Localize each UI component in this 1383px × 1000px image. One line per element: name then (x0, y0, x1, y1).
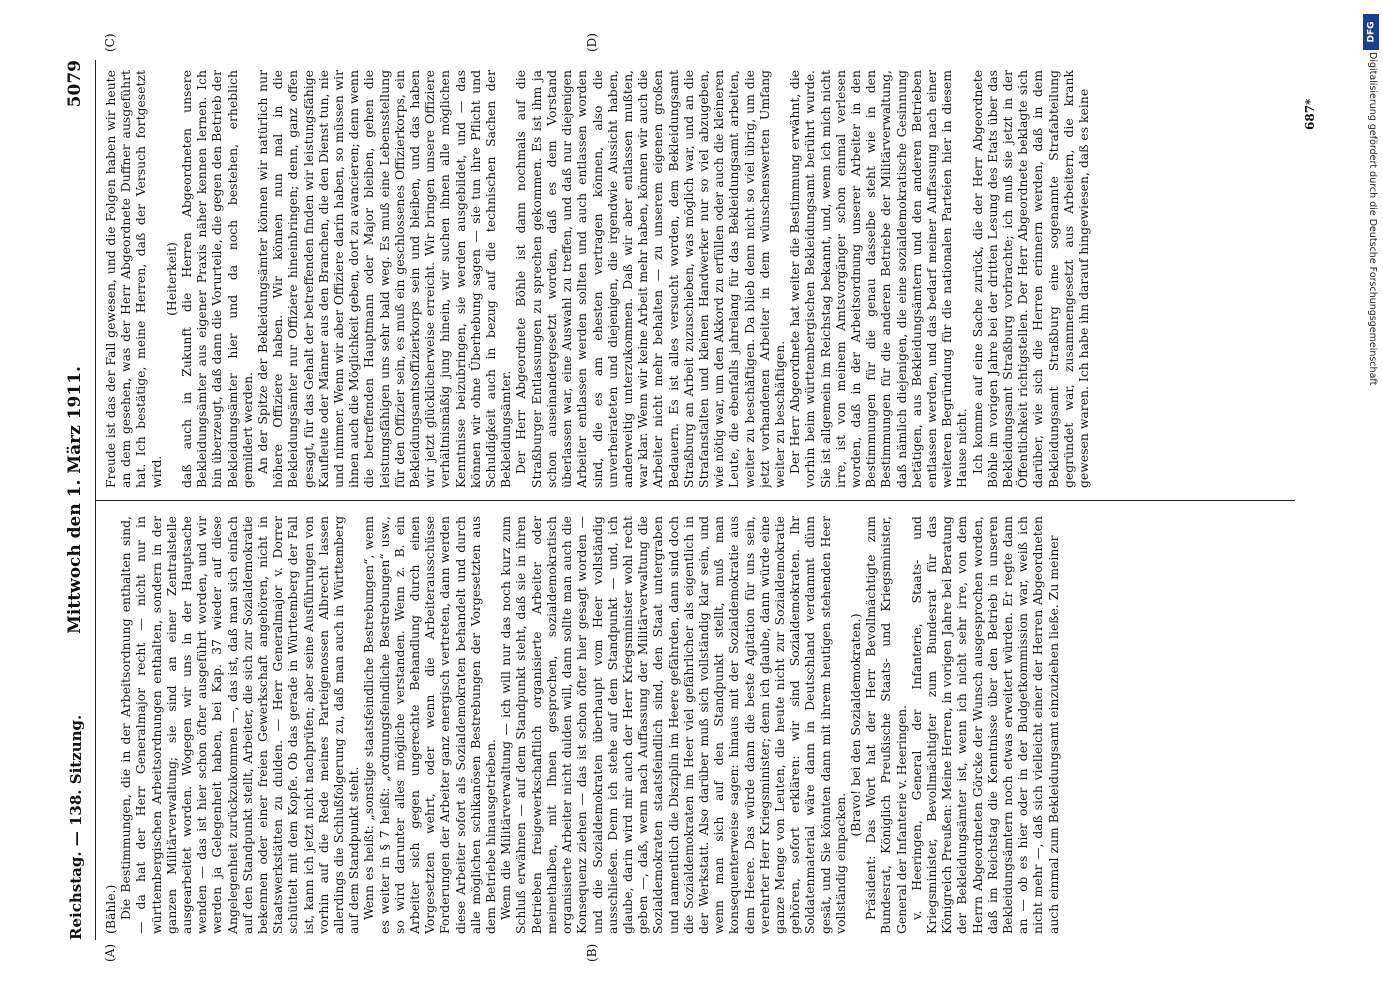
column-divider (95, 500, 1295, 501)
paragraph: Freude ist das der Fall gewesen, und die Folgen haben wir heute an dem gesehen, was der Herr Abgeordnete Duffner ausgeführt hat. Ich bestätige, meine Herren, daß der Versuch fortgesetzt wird. (103, 70, 164, 488)
header-session: Reichstag. — 138. Sitzung. (67, 714, 85, 940)
margin-mark-b: (B) (585, 943, 599, 962)
margin-mark-c: (C) (103, 33, 117, 52)
laughter-note: (Heiterkeit) (163, 242, 179, 316)
footer-signature: 687* (1303, 98, 1317, 130)
funding-credit-strip (1360, 8, 1382, 992)
paragraph: Die Bestimmungen, die in der Arbeitsordnung enthalten sind, — da hat der Herr Generalmajor recht — nicht nur in württembergischen Arbeitsordnungen enthalten, sondern in der ganzen Militärverwaltung; sie sind an einer Zentralstelle ausgearbeitet worden. Wogegen wir uns in der Hauptsache wenden — das ist hier schon öfter ausgeführt worden, und wir werden ja Gelegenheit haben, bei Kap. 37 wieder auf diese Angelegenheit zurückzukommen —, das ist, daß man sich einfach auf den Standpunkt stellt, Arbeiter, die sich zur Sozialdemokratie bekennen oder einer freien Gewerkschaft angehören, nicht in Staatswerkstätten zu dulden. — Herr Generalmajor v. Dorrer schüttelt mit dem Kopfe. Ob das gerade in Württemberg der Fall ist, kann ich jetzt nicht nachprüfen; aber seine Ausführungen von vorhin auf die Rede meines Parteigenossen Albrecht lassen allerdings die Schlußfolgerung zu, daß man auch in Württemberg auf dem Standpunkt steht. (118, 516, 362, 934)
paragraph: Wenn es heißt: „sonstige staatsfeindliche Bestrebungen“, wenn es weiter in § 7 heißt: „ordnungsfeindliche Bestrebungen“ usw., so wird darunter alles mögliche verstanden. Wenn z. B. ein Arbeiter sich gegen ungerechte Behandlung durch einen Vorgesetzten wehrt, oder wenn die Arbeiterausschüsse Forderungen der Arbeiter ganz energisch vertreten, dann werden diese Arbeiter sofort als Sozialdemokraten behandelt und durch alle möglichen schikanösen Bestrebungen der Vorgesetzten aus dem Betriebe hinausgetrieben. (361, 516, 499, 934)
paragraph: Wenn die Militärverwaltung — ich will nur das noch kurz zum Schluß erwähnen — auf dem Standpunkt steht, daß sie in ihren Betrieben freigewerkschaftlich organisierte Arbeiter oder meinethalben, mit Ihnen gesprochen, sozialdemokratisch organisierte Arbeiter nicht dulden will, dann sollte man auch die Konsequenz ziehen — das ist schon öfter hier gesagt worden — und die Sozialdemokraten überhaupt vom Heer vollständig ausschließen. Denn ich stehe auf dem Standpunkt — und, ich glaube, darin wird mir auch der Herr Kriegsminister wohl recht geben —, daß, wenn nach Auffassung der Militärverwaltung die Sozialdemokraten staatsfeindlich sind, den Staat untergraben und namentlich die Disziplin im Heere gefährden, dann sind doch die Sozialdemokraten im Heer viel gefährlicher als eigentlich in der Werkstatt. Also darüber muß sich vollständig klar sein, und wenn man sich auf den Standpunkt stellt, muß man konsequenterweise sagen: hinaus mit der Sozialdemokratie aus dem Heere. Das würde dann die beste Agitation für uns sein, verehrter Herr Kriegsminister; denn ich glaube, dann würde eine ganze Menge von Leuten, die heute nicht zur Sozialdemokratie gehören, sofort erklären: wir sind Sozialdemokraten. Ihr Soldatenmaterial wäre dann in Deutschland verdammt dünn gesät, und Sie könnten dann mit ihrem heutigen stehenden Heer vollständig einpacken. (498, 516, 848, 934)
paragraph: Der Herr Abgeordnete Böhle ist dann nochmals auf die Straßburger Entlassungen zu sprechen gekommen. Es ist ihm ja schon auseinandergesetzt worden, daß es dem Vorstand überlassen war, eine Auswahl zu treffen, und daß nur diejenigen Arbeiter entlassen werden sollten und auch entlassen worden sind, die es am ehesten vertragen können, also die unverheirateten und diejenigen, die irgendwie Aussicht haben, anderweitig unterzukommen. Daß wir aber entlassen mußten, war klar. Wenn wir keine Arbeit mehr haben, können wir auch die Arbeiter nicht mehr behalten — zu unserem eigenen großen Bedauern. Es ist alles versucht worden, dem Bekleidungsamt Straßburg an Arbeit zuzuschieben, was möglich war, und an die Strafanstalten und kleinen Handwerker nur so viel abzugeben, wie nötig war, um den Akkord zu erfüllen oder auch die kleineren Leute, die ebenfalls jahrelang für das Bekleidungsamt arbeiten, weiter zu beschäftigen. Da blieb denn nicht so viel übrig, um die jetzt vorhandenen Arbeiter in dem wünschenswerten Umfang weiter zu beschäftigen. (513, 70, 787, 488)
funding-credit-text: Digitalisierung gefördert durch die Deutsche Forschungsgemeinschaft (1367, 52, 1378, 386)
paragraph-president: Präsident: Das Wort hat der Herr Bevollmächtigte zum Bundesrat, Königlich Preußische Staats- und Kriegsminister, General der Infanterie v. Heeringen. (863, 516, 909, 934)
page-header (65, 60, 91, 940)
left-column (103, 516, 1298, 934)
paragraph: Der Herr Abgeordnete hat weiter die Bestimmung erwähnt, die vorhin beim württembergischen Bekleidungsamt berührt wurde. Sie ist allgemein im Reichstag bekannt, und, wenn ich mich nicht irre, ist von meinem Amtsvorgänger schon einmal verlesen worden, daß in der Arbeitsordnung unserer Arbeiter in den Bestimmungen für die genau dasselbe steht wie in den Bestimmungen für die anderen Betriebe der Militärverwaltung, daß nämlich diejenigen, die eine sozialdemokratische Gesinnung betätigen, aus Bekleidungsämtern und den anderen Betrieben entlassen werden, und das bedarf meiner Auffassung nach einer weiteren Begründung für die nationalen Parteien hier in diesem Hause nicht. (787, 70, 970, 488)
rotated-page (65, 33, 1317, 962)
paragraph: daß auch in Zukunft die Herren Abgeordneten unsere Bekleidungsämter aus eigener Praxis näher kennen lernen. Ich bin überzeugt, daß dann die Vorurteile, die gegen den Betrieb der Bekleidungsämter hier und da noch bestehen, erheblich gemildert werden. (179, 70, 255, 488)
margin-mark-d: (D) (585, 33, 599, 52)
speaker-note: (Bähle.) (103, 884, 118, 934)
applause-note: (Bravo! bei den Sozialdemokraten.) (847, 613, 863, 837)
dfg-logo: DFG (1363, 14, 1379, 50)
margin-mark-a: (A) (103, 943, 117, 962)
paragraph: Ich komme auf eine Sache zurück, die der Herr Abgeordnete Böhle im vorigen Jahre bei der dritten Lesung des Etats über das Bekleidungsamt Straßburg vorbrachte; ich muß sie jetzt in der Öffentlichkeit richtigstellen. Der Herr Abgeordnete beklagte sich darüber, wie sich die Herren erinnern werden, daß in dem Bekleidungsamt Straßburg eine sogenannte Strafabteilung gegründet war, zusammengesetzt aus Arbeitern, die krank gewesen waren. Ich habe ihn darauf hingewiesen, daß es keine (969, 70, 1091, 488)
paragraph: An der Spitze der Bekleidungsämter können wir natürlich nur höhere Offiziere haben. Wir können nun mal in die Bekleidungsämter nur Offiziere hineinbringen; denn, ganz offen gesagt, für das Gehalt der betreffenden finden wir leistungsfähige Kaufleute oder Männer aus den Branchen, die den Dienst tun, nie und nimmer. Wenn wir aber Offiziere darin haben, so müssen wir ihnen auch die Möglichkeit geben, dort zu avancieren; denn wenn die betreffenden Hauptmann oder Major bleiben, gehen die leistungsfähigen uns sehr bald weg. Es muß eine Lebensstellung für den Offizier sein, es muß ein geschlossenes Offizierkorps, ein Bekleidungsamtsoffizierkorps sein und bleiben, und das haben wir jetzt glücklicherweise erreicht. Wir bringen unsere Offiziere verhältnismäßig jung hinein, wir suchen ihnen alle möglichen Kenntnisse beizubringen, sie werden ausgebildet, und — das können wir ohne Überhebung sagen — sie tun ihre Pflicht und Schuldigkeit auch in bezug auf die technischen Sachen der Bekleidungsämter. (255, 70, 514, 488)
header-page-number: 5079 (65, 60, 85, 108)
paragraph-speaker: v. Heeringen, General der Infanterie, Staats- und Kriegsminister, Bevollmächtigter zum Bundesrat für das Königreich Preußen: Meine Herren, in vorigen Jahre bei Beratung der Bekleidungsämter ist, wenn ich nicht sehr irre, von dem Herrn Abgeordneten Görcke der Wunsch ausgesprochen worden, daß im Reichstag die Kenntnisse über den Betrieb in unseren Bekleidungsämtern noch etwas erweitert würden. Er regte dann an — ob es hier oder in der Budgetkommission war, weiß ich nicht mehr —, daß sich vielleicht einer der Herren Abgeordneten auch einmal zum Bekleidungsamt einzuziehen ließe. Zu meiner (908, 516, 1061, 934)
header-date: Mittwoch den 1. März 1911. (65, 366, 85, 634)
right-column (103, 70, 1298, 488)
